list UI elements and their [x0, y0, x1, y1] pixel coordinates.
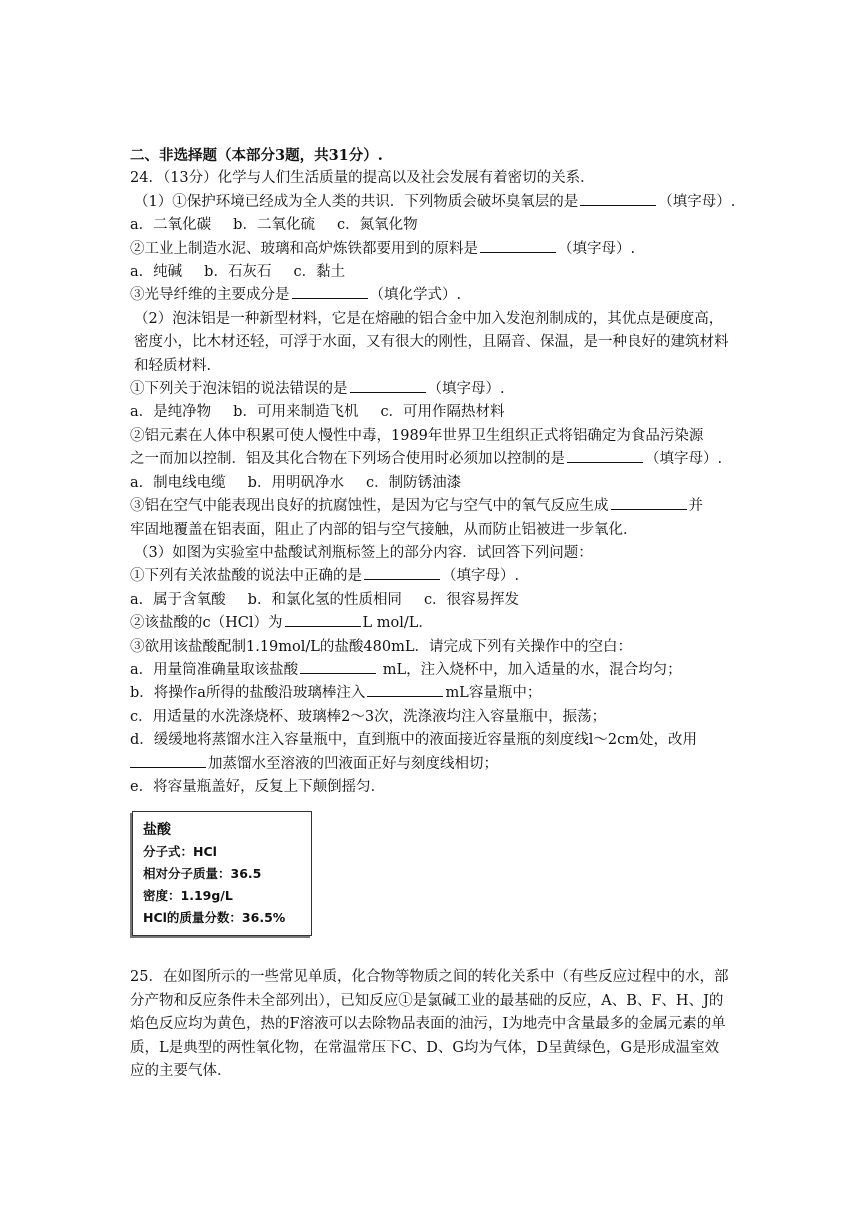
q24-part1-q1: （1）①保护环境已经成为全人类的共识．下列物质会破坏臭氧层的是 （填字母）.: [130, 191, 730, 214]
answer-blank[interactable]: [285, 612, 361, 627]
option-a: a．二氧化碳: [130, 217, 212, 234]
answer-blank[interactable]: [364, 565, 440, 580]
step-d-line1: d．缓缓地将蒸馏水注入容量瓶中，直到瓶中的液面接近容量瓶的刻度线l～2cm处，改用: [130, 732, 698, 749]
answer-blank[interactable]: [567, 448, 643, 463]
q24-part2-q2-line1: ②铝元素在人体中积累可使人慢性中毒，1989年世界卫生组织正式将铝确定为食品污染源: [130, 427, 704, 444]
option-b: b．可用来制造飞机: [233, 404, 359, 421]
q24-part1-q2: ②工业上制造水泥、玻璃和高炉炼铁都要用到的原料是 （填字母）.: [130, 238, 730, 261]
section-header: 二、非选择题（本部分3题，共31分）.: [130, 147, 383, 164]
answer-blank[interactable]: [292, 284, 368, 299]
q24-part3-q1-options: [130, 589, 730, 612]
label-formula: 分子式：HCl: [143, 844, 217, 860]
q24-part1-q1-options: [130, 214, 730, 237]
option-b: b．石灰石: [204, 264, 272, 281]
answer-blank[interactable]: [130, 753, 206, 768]
answer-blank[interactable]: [350, 378, 426, 393]
answer-blank[interactable]: [611, 495, 687, 510]
q24-part2-q3-line1: ③铝在空气中能表现出良好的抗腐蚀性，是因为它与空气中的氧气反应生成 并: [130, 495, 730, 518]
q24-part3-q3: ③欲用该盐酸配制1.19mol/L的盐酸480mL．请完成下列有关操作中的空白：: [130, 638, 632, 655]
q24-part2-q3-line2: 牢固地覆盖在铝表面，阻止了内部的铝与空气接触，从而防止铝被进一步氧化．: [130, 521, 638, 538]
option-b: b．和氯化氢的性质相同: [247, 591, 402, 608]
step-a: a．用量筒准确量取该盐酸 mL，注入烧杯中，加入适量的水，混合均匀；: [130, 659, 730, 682]
hcl-reagent-label: [132, 811, 312, 936]
q24-part1-q2-options: [130, 261, 730, 284]
option-a: a．制电线电缆: [130, 474, 226, 491]
step-b: b．将操作a所得的盐酸沿玻璃棒注入 mL容量瓶中；: [130, 682, 730, 705]
q24-part2-q1: ①下列关于泡沫铝的说法错误的是 （填字母）.: [130, 378, 730, 401]
option-a: a．属于含氧酸: [130, 591, 226, 608]
exam-page: [130, 144, 736, 1083]
q24-part1-q3: ③光导纤维的主要成分是 （填化学式）.: [130, 284, 730, 307]
q24-part2-q1-options: [130, 401, 730, 424]
option-c: c．很容易挥发: [423, 591, 520, 608]
option-c: c．可用作隔热材料: [380, 404, 505, 421]
option-b: b．二氧化硫: [233, 217, 315, 234]
answer-blank[interactable]: [580, 191, 656, 206]
label-density: 密度：1.19g/L: [143, 888, 233, 904]
label-title: 盐酸: [143, 822, 171, 839]
q24-part2-intro: （2）泡沫铝是一种新型材料，它是在熔融的铝合金中加入发泡剂制成的，其优点是硬度高，密度小，比木材还轻，可浮于水面，又有很大的刚性，且隔音、保温，是一种良好的建筑材料和轻质材料．: [134, 310, 729, 374]
option-a: a．纯碱: [130, 264, 183, 281]
q24-part3-q1: ①下列有关浓盐酸的说法中正确的是 （填字母）.: [130, 565, 730, 588]
q25-stem: 25．在如图所示的一些常见单质，化合物等物质之间的转化关系中（有些反应过程中的水，部分产物和反应条件未全部列出），已知反应①是氯碱工业的最基础的反应，A、B、F、H、J的焰色反应均为黄色，热的F溶液可以去除物品表面的油污，I为地壳中含量最多的金属元素的单质，L是典型的两性氧化物，在常温常压下C、D、G均为气体，D呈黄绿色，G是形成温室效应的主要气体．: [130, 969, 729, 1079]
answer-blank[interactable]: [480, 238, 556, 253]
q24-stem: 24．（13分）化学与人们生活质量的提高以及社会发展有着密切的关系．: [130, 170, 595, 187]
step-c: c．用适量的水洗涤烧杯、玻璃棒2～3次，洗涤液均注入容量瓶中，振荡；: [130, 708, 607, 725]
option-c: c．黏土: [293, 264, 346, 281]
q24-part2-q2-line2: 之一而加以控制．铝及其化合物在下列场合使用时必须加以控制的是 （填字母）.: [130, 448, 730, 471]
q24-part2-q2-options: [130, 472, 730, 495]
option-c: c．制防锈油漆: [365, 474, 462, 491]
q24-part3-intro: （3）如图为实验室中盐酸试剂瓶标签上的部分内容．试回答下列问题：: [134, 544, 593, 561]
answer-blank[interactable]: [300, 659, 376, 674]
q24-part3-q2: ②该盐酸的c（HCl）为 L mol/L．: [130, 612, 730, 635]
option-c: c．氮氧化物: [336, 217, 418, 234]
step-e: e．将容量瓶盖好，反复上下颠倒摇匀．: [130, 778, 386, 795]
option-a: a．是纯净物: [130, 404, 212, 421]
step-d-line2: 加蒸馏水至溶液的凹液面正好与刻度线相切；: [130, 753, 730, 776]
option-b: b．用明矾净水: [247, 474, 344, 491]
label-molar-mass: 相对分子质量：36.5: [143, 866, 262, 882]
answer-blank[interactable]: [367, 682, 443, 697]
label-mass-fraction: HCl的质量分数：36.5%: [143, 910, 286, 926]
